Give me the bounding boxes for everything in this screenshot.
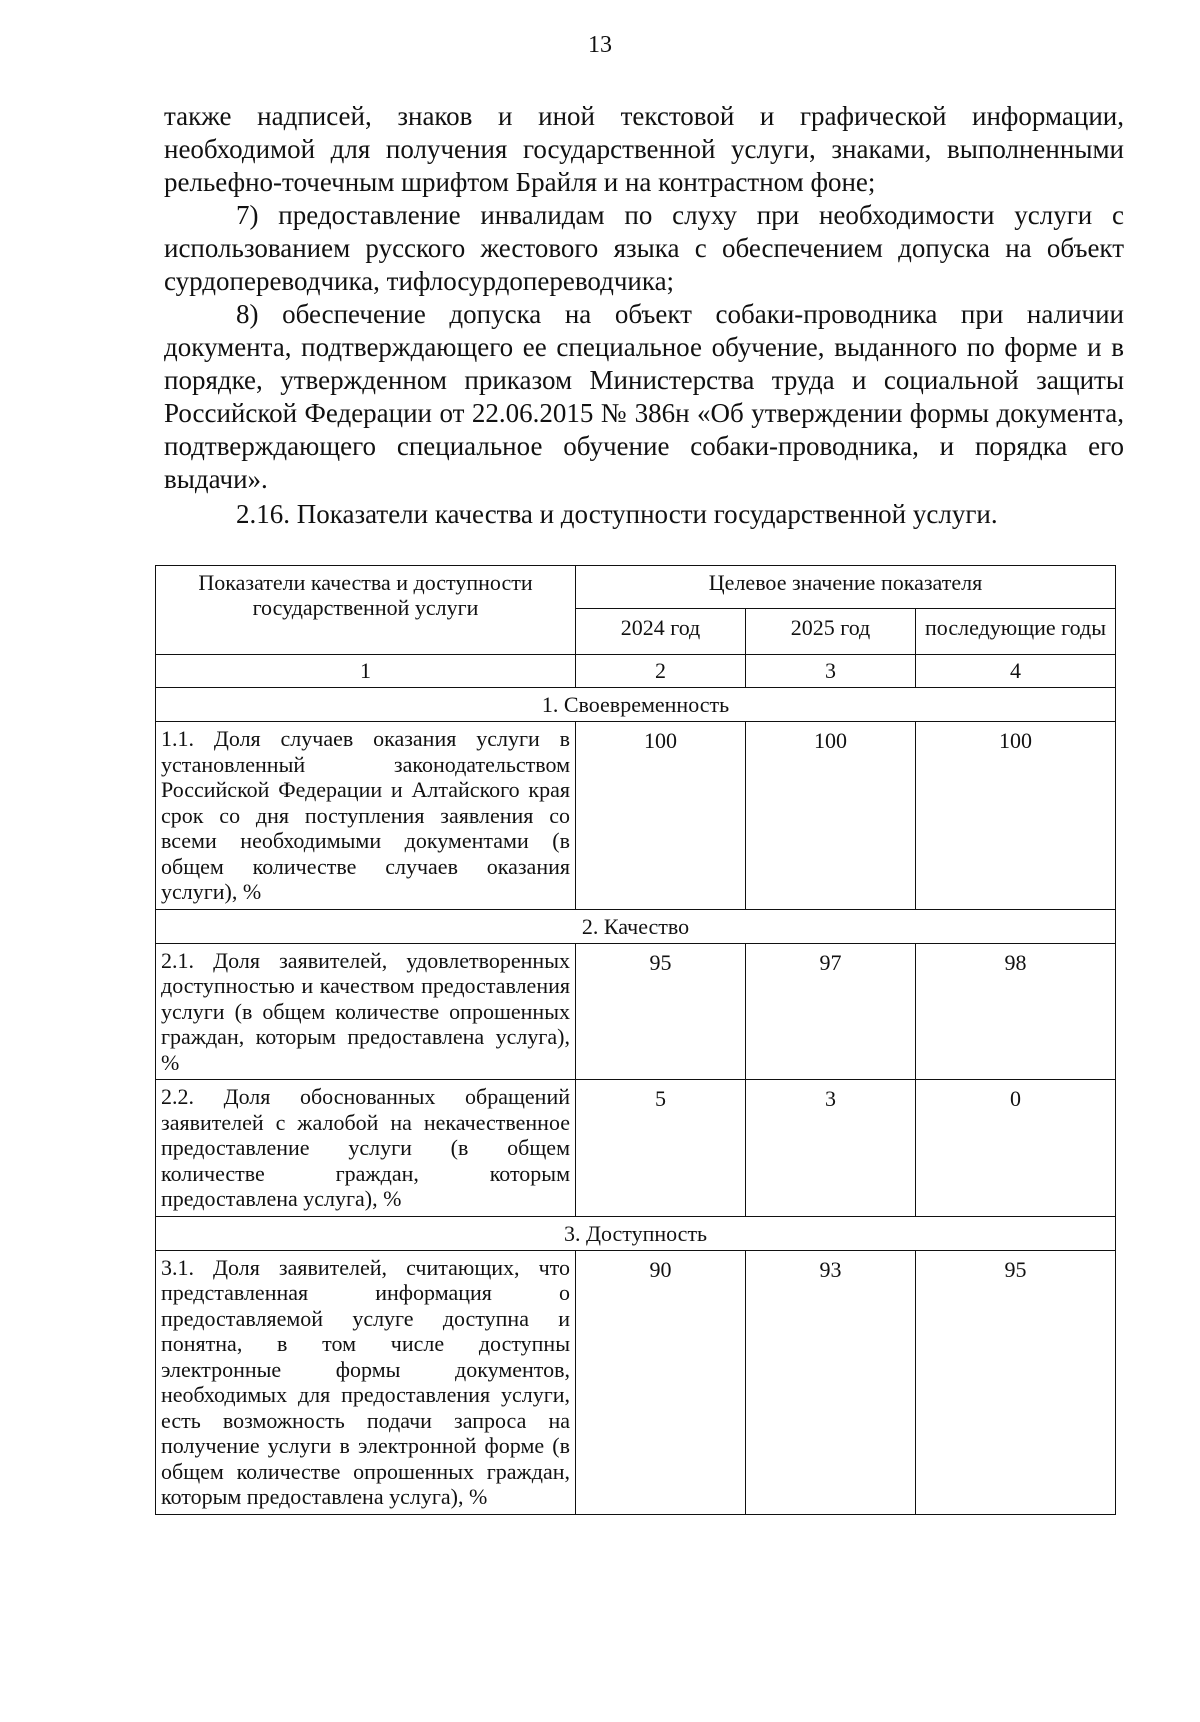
table-row	[156, 722, 1116, 910]
quality-indicators-table-container	[155, 565, 1115, 1515]
page-number: 13	[588, 32, 612, 58]
body-text	[164, 100, 1124, 531]
table-row	[156, 1250, 1116, 1514]
value-2025: 100	[746, 722, 916, 910]
column-number: 2	[576, 655, 746, 688]
header-indicator: Показатели качества и доступности государственной услуги	[156, 566, 576, 655]
indicator-text: 2.2. Доля обоснованных обращений заявителей с жалобой на некачественное предоставление услуги (в общем количестве граждан, которым предоставлена услуга), %	[156, 1080, 576, 1217]
header-year-2025: 2025 год	[746, 609, 916, 655]
group-title-accessibility: 3. Доступность	[156, 1216, 1116, 1250]
value-2024: 95	[576, 943, 746, 1080]
quality-indicators-table	[155, 565, 1116, 1515]
value-2024: 5	[576, 1080, 746, 1217]
group-row	[156, 688, 1116, 722]
table-row	[156, 1080, 1116, 1217]
value-2024: 90	[576, 1250, 746, 1514]
group-title-timeliness: 1. Своевременность	[156, 688, 1116, 722]
value-subsequent: 98	[916, 943, 1116, 1080]
paragraph-continuation: также надписей, знаков и иной текстовой и графической информации, необходимой для получения государственной услуги, знаками, выполненными рельефно-точечным шрифтом Брайля и на контрастном фоне;	[164, 101, 1124, 197]
paragraph-item-8: 8) обеспечение допуска на объект собаки-проводника при наличии документа, подтверждающего ее специальное обучение, выданного по форме и в порядке, утвержденном приказом Министерства труда и социальной защиты Российской Федерации от 22.06.2015 № 386н «Об утверждении формы документа, подтверждающего специальное обучение собаки-проводника, и порядка его выдачи».	[164, 299, 1124, 494]
column-number-row	[156, 655, 1116, 688]
header-target-value: Целевое значение показателя	[576, 566, 1116, 609]
indicator-text: 2.1. Доля заявителей, удовлетворенных доступностью и качеством предоставления услуги (в общем количестве опрошенных граждан, которым предоставлена услуга), %	[156, 943, 576, 1080]
table-row	[156, 943, 1116, 1080]
indicator-text: 1.1. Доля случаев оказания услуги в установленный законодательством Российской Федерации и Алтайского края срок со дня поступления заявления со всеми необходимыми документами (в общем количестве случаев оказания услуги), %	[156, 722, 576, 910]
value-subsequent: 0	[916, 1080, 1116, 1217]
group-row	[156, 909, 1116, 943]
section-heading: 2.16. Показатели качества и доступности государственной услуги.	[236, 499, 998, 529]
header-year-2024: 2024 год	[576, 609, 746, 655]
value-subsequent: 100	[916, 722, 1116, 910]
value-2025: 97	[746, 943, 916, 1080]
column-number: 1	[156, 655, 576, 688]
header-subsequent-years: последующие годы	[916, 609, 1116, 655]
value-2025: 93	[746, 1250, 916, 1514]
value-subsequent: 95	[916, 1250, 1116, 1514]
group-row	[156, 1216, 1116, 1250]
group-title-quality: 2. Качество	[156, 909, 1116, 943]
column-number: 4	[916, 655, 1116, 688]
column-number: 3	[746, 655, 916, 688]
value-2025: 3	[746, 1080, 916, 1217]
indicator-text: 3.1. Доля заявителей, считающих, что представленная информация о предоставляемой услуге доступна и понятна, в том числе доступны электронные формы документов, необходимых для предоставления услуги, есть возможность подачи запроса на получение услуги в электронной форме (в общем количестве опрошенных граждан, которым предоставлена услуга), %	[156, 1250, 576, 1514]
paragraph-item-7: 7) предоставление инвалидам по слуху при необходимости услуги с использованием русского жестового языка с обеспечением допуска на объект сурдопереводчика, тифлосурдопереводчика;	[164, 200, 1124, 296]
value-2024: 100	[576, 722, 746, 910]
